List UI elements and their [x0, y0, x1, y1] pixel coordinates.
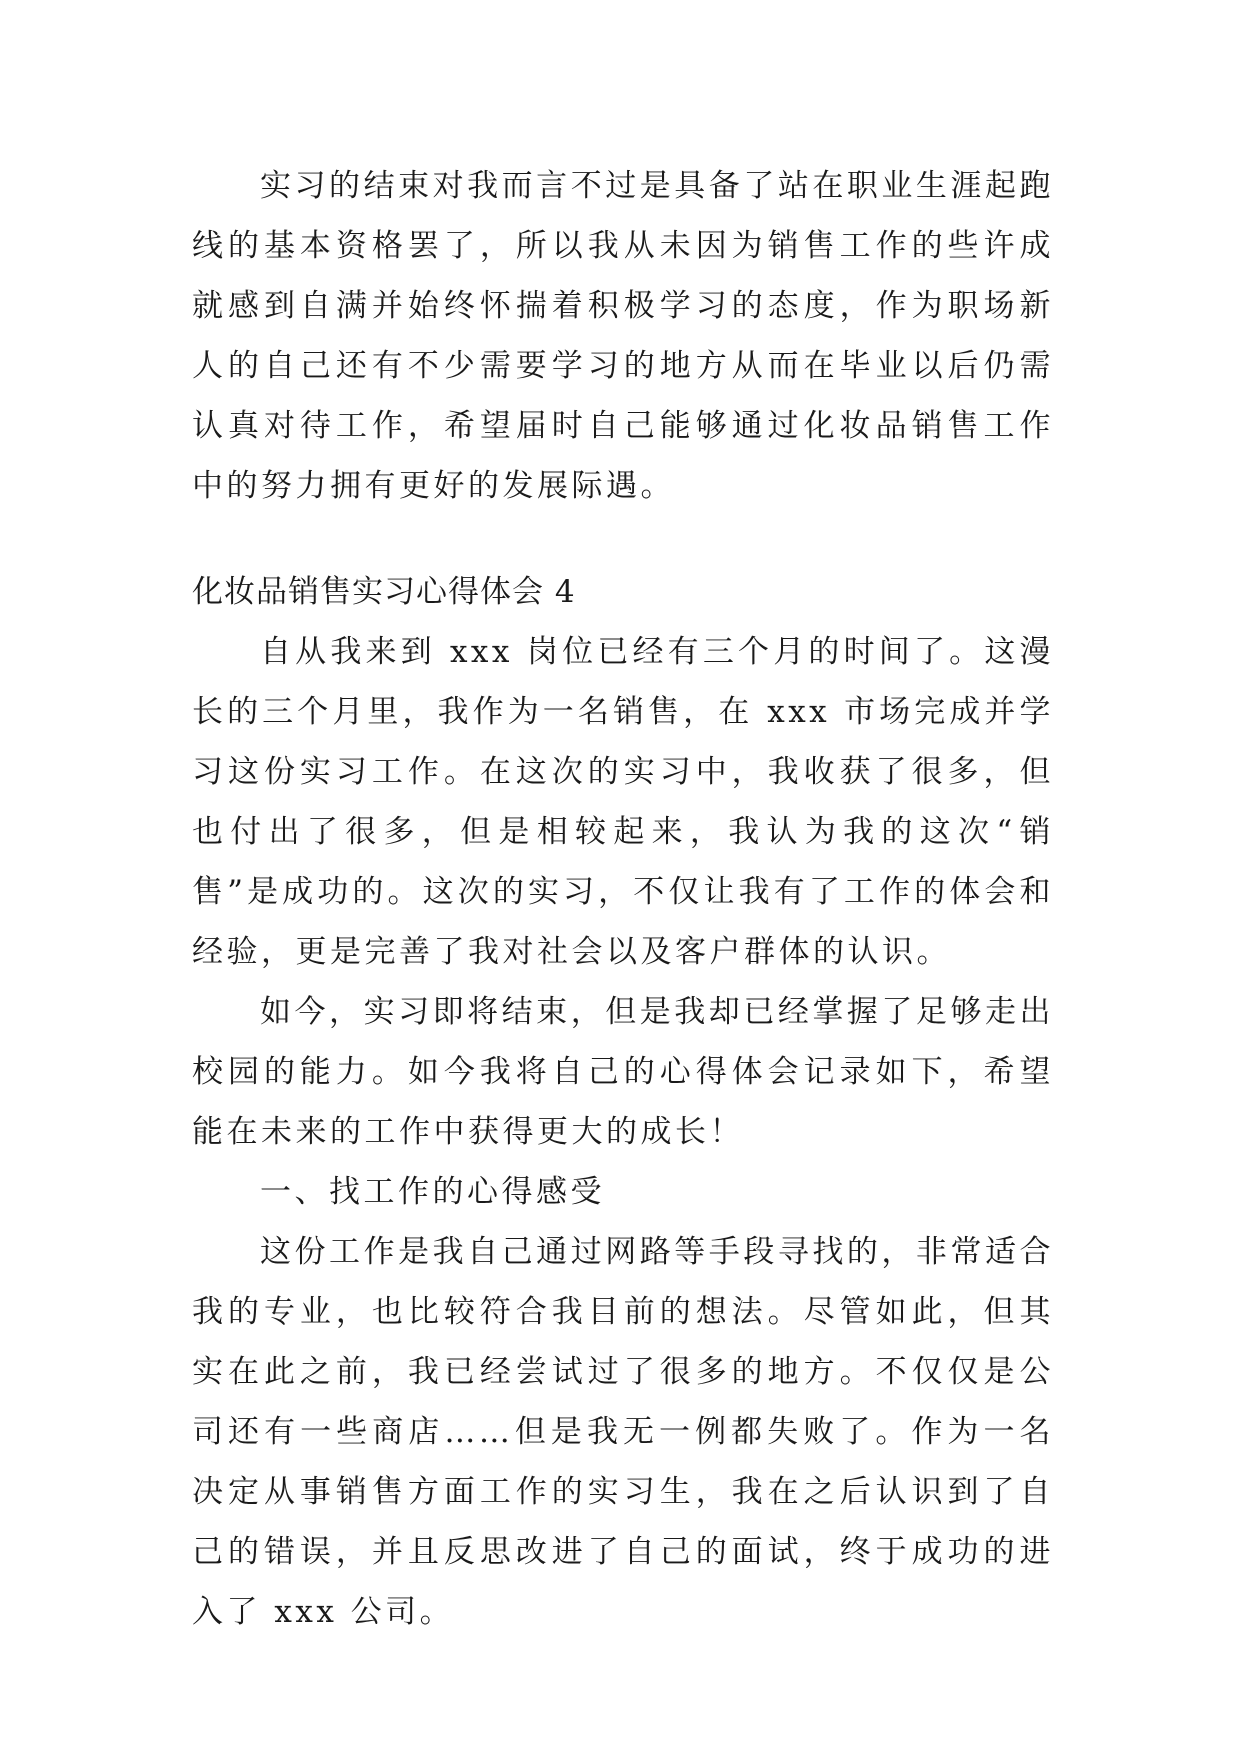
- body-paragraph: 这份工作是我自己通过网路等手段寻找的，非常适合我的专业，也比较符合我目前的想法。尽管如此，但其实在此之前，我已经尝试过了很多的地方。不仅仅是公司还有一些商店……但是我无一例都失败了。作为一名决定从事销售方面工作的实习生，我在之后认识到了自己的错误，并且反思改进了自己的面试，终于成功的进入了 xxx 公司。: [192, 1234, 1054, 1630]
- body-paragraph: 如今，实习即将结束，但是我却已经掌握了足够走出校园的能力。如今我将自己的心得体会记录如下，希望能在未来的工作中获得更大的成长！: [192, 994, 1054, 1150]
- intro-paragraph: 实习的结束对我而言不过是具备了站在职业生涯起跑线的基本资格罢了，所以我从未因为销售工作的些许成就感到自满并始终怀揣着积极学习的态度，作为职场新人的自己还有不少需要学习的地方从而在毕业以后仍需认真对待工作，希望届时自己能够通过化妆品销售工作中的努力拥有更好的发展际遇。: [192, 168, 1054, 504]
- body-paragraph: 自从我来到 xxx 岗位已经有三个月的时间了。这漫长的三个月里，我作为一名销售，在 xxx 市场完成并学习这份实习工作。在这次的实习中，我收获了很多，但也付出了很多，但是相较起来，我认为我的这次“销售”是成功的。这次的实习，不仅让我有了工作的体会和经验，更是完善了我对社会以及客户群体的认识。: [192, 634, 1054, 970]
- subsection-heading: 一、找工作的心得感受: [260, 1174, 605, 1210]
- intro-block: [192, 156, 1054, 516]
- section-title: 化妆品销售实习心得体会 4: [192, 574, 576, 610]
- section-block: [192, 562, 1054, 1642]
